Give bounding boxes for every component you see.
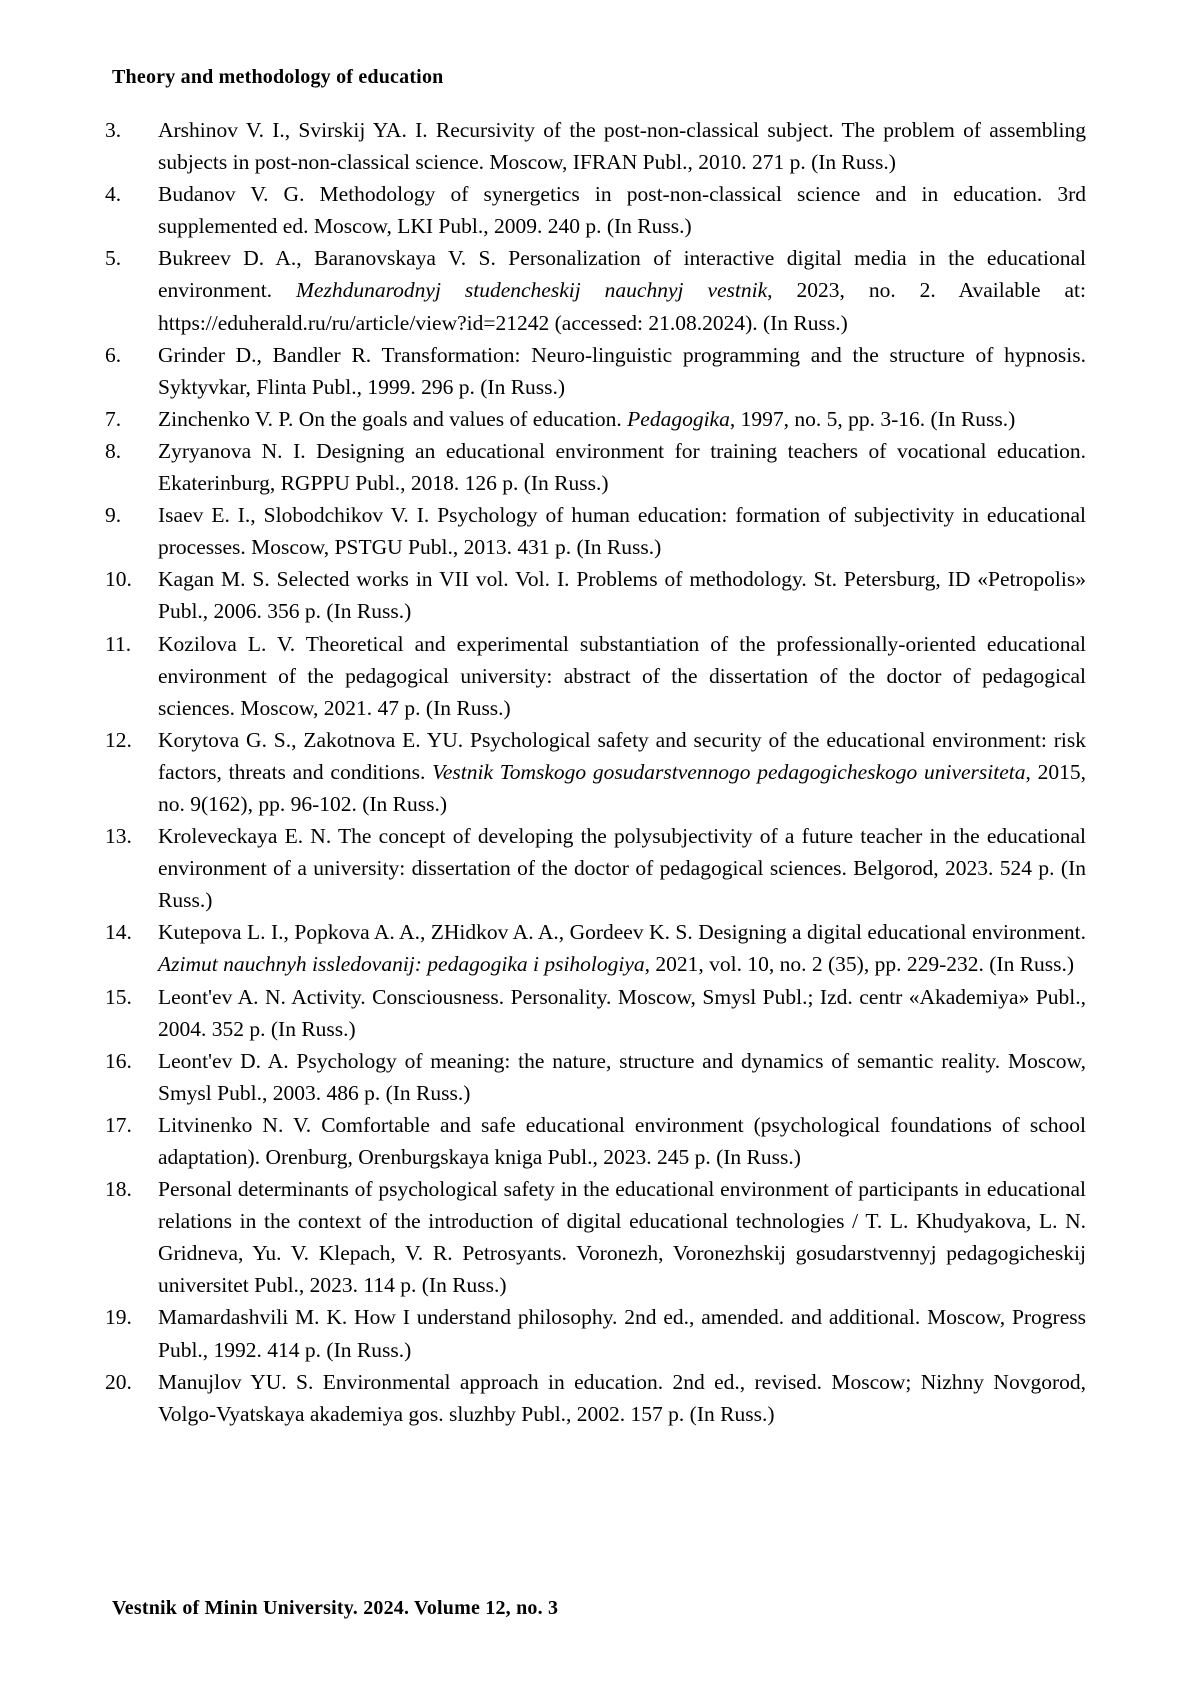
reference-number: 7. [105,406,122,431]
reference-item [105,1301,1086,1365]
reference-item [105,1173,1086,1301]
reference-text: Zinchenko V. P. On the goals and values of education. Pedagogika, 1997, no. 5, pp. 3-16. (In Russ.) [158,406,1016,431]
reference-text: Budanov V. G. Methodology of synergetics in post-non-classical science and in education. 3rd supplemented ed. Moscow, LKI Publ., 2009. 240 p. (In Russ.) [158,182,1086,239]
reference-item [105,916,1086,980]
reference-number: 15. [105,984,132,1009]
reference-number: 5. [105,246,122,271]
reference-number: 19. [105,1305,132,1330]
reference-item [105,242,1086,338]
reference-number: 12. [105,727,132,752]
reference-number: 14. [105,920,132,945]
section-header: Theory and methodology of education [112,66,444,88]
reference-item [105,403,1086,435]
reference-text: Kozilova L. V. Theoretical and experimental substantiation of the professionally-oriented educational environment of the pedagogical university: abstract of the dissertation of the doctor of pedagogical sciences. Moscow, 2021. 47 p. (In Russ.) [158,631,1086,720]
reference-text: Bukreev D. A., Baranovskaya V. S. Personalization of interactive digital media in the educational environment. Mezhdunarodnyj studencheskij nauchnyj vestnik, 2023, no. 2. Available at: https://eduherald.ru/ru/article/view?id=21242 (accessed: 21.08.2024). (In Russ.) [158,246,1086,335]
reference-number: 18. [105,1177,132,1202]
reference-number: 9. [105,503,122,528]
reference-text: Personal determinants of psychological safety in the educational environment of participants in educational relations in the context of the introduction of digital educational technologies / T. L. Khudyakova, L. N. Gridneva, Yu. V. Klepach, V. R. Petrosyants. Voronezh, Voronezhskij gosudarstvennyj pedagogicheskij universitet Publ., 2023. 114 p. (In Russ.) [158,1177,1086,1298]
reference-item [105,435,1086,499]
reference-item [105,178,1086,242]
reference-text: Isaev E. I., Slobodchikov V. I. Psychology of human education: formation of subjectivity in educational processes. Moscow, PSTGU Publ., 2013. 431 p. (In Russ.) [158,503,1086,560]
reference-item [105,820,1086,916]
reference-text: Kroleveckaya E. N. The concept of developing the polysubjectivity of a future teacher in the educational environment of a university: dissertation of the doctor of pedagogical sciences. Belgorod, 2023. 524 p. (In Russ.) [158,824,1086,913]
reference-item [105,339,1086,403]
reference-text: Mamardashvili M. K. How I understand philosophy. 2nd ed., amended. and additional. Moscow, Progress Publ., 1992. 414 p. (In Russ.) [158,1305,1086,1362]
reference-number: 3. [105,118,122,142]
reference-item [105,499,1086,563]
reference-item [105,724,1086,820]
reference-number: 4. [105,182,122,207]
reference-number: 13. [105,824,132,849]
reference-text: Zyryanova N. I. Designing an educational environment for training teachers of vocational education. Ekaterinburg, RGPPU Publ., 2018. 126 p. (In Russ.) [158,438,1086,496]
reference-number: 16. [105,1048,132,1073]
reference-text: Litvinenko N. V. Comfortable and safe educational environment (psychological foundations of school adaptation). Orenburg, Orenburgskaya kniga Publ., 2023. 245 p. (In Russ.) [158,1112,1086,1169]
reference-item [105,563,1086,627]
reference-number: 10. [105,567,132,592]
reference-text: Leont'ev D. A. Psychology of meaning: the nature, structure and dynamics of semantic reality. Moscow, Smysl Publ., 2003. 486 p. (In Russ.) [158,1048,1086,1105]
reference-text: Leont'ev A. N. Activity. Consciousness. Personality. Moscow, Smysl Publ.; Izd. centr «Akademiya» Publ., 2004. 352 p. (In Russ.) [158,984,1086,1041]
reference-text: Kagan M. S. Selected works in VII vol. Vol. I. Problems of methodology. St. Petersburg, ID «Petropolis» Publ., 2006. 356 p. (In Russ.) [158,567,1086,624]
reference-item [105,1109,1086,1173]
reference-item [105,1366,1086,1430]
reference-item [105,628,1086,724]
journal-footer: Vestnik of Minin University. 2024. Volume 12, no. 3 [112,1597,559,1619]
reference-item [105,1045,1086,1109]
reference-number: 20. [105,1369,132,1394]
reference-number: 6. [105,342,122,367]
reference-item [105,981,1086,1045]
reference-text: Korytova G. S., Zakotnova E. YU. Psychological safety and security of the educational environment: risk factors, threats and conditions. Vestnik Tomskogo gosudarstvennogo pedagogicheskogo universiteta, 2015, no. 9(162), pp. 96-102. (In Russ.) [158,727,1086,816]
reference-number: 11. [105,631,132,656]
reference-text: Grinder D., Bandler R. Transformation: Neuro-linguistic programming and the structure of hypnosis. Syktyvkar, Flinta Publ., 1999. 296 p. (In Russ.) [158,342,1086,399]
reference-text: Kutepova L. I., Popkova A. A., ZHidkov A. A., Gordeev K. S. Designing a digital educational environment. Azimut nauchnyh issledovanij: pedagogika i psihologiya, 2021, vol. 10, no. 2 (35), pp. 229-232. (In Russ.) [158,920,1086,977]
reference-text: Manujlov YU. S. Environmental approach in education. 2nd ed., revised. Moscow; Nizhny Novgorod, Volgo-Vyatskaya akademiya gos. sluzhby Publ., 2002. 157 p. (In Russ.) [158,1369,1086,1426]
reference-number: 8. [105,438,122,463]
reference-item [105,114,1086,178]
reference-text: Arshinov V. I., Svirskij YA. I. Recursivity of the post-non-classical subject. The problem of assembling subjects in post-non-classical science. Moscow, IFRAN Publ., 2010. 271 p. (In Russ.) [158,118,1086,175]
reference-number: 17. [105,1112,132,1137]
references-list [105,114,1086,1430]
